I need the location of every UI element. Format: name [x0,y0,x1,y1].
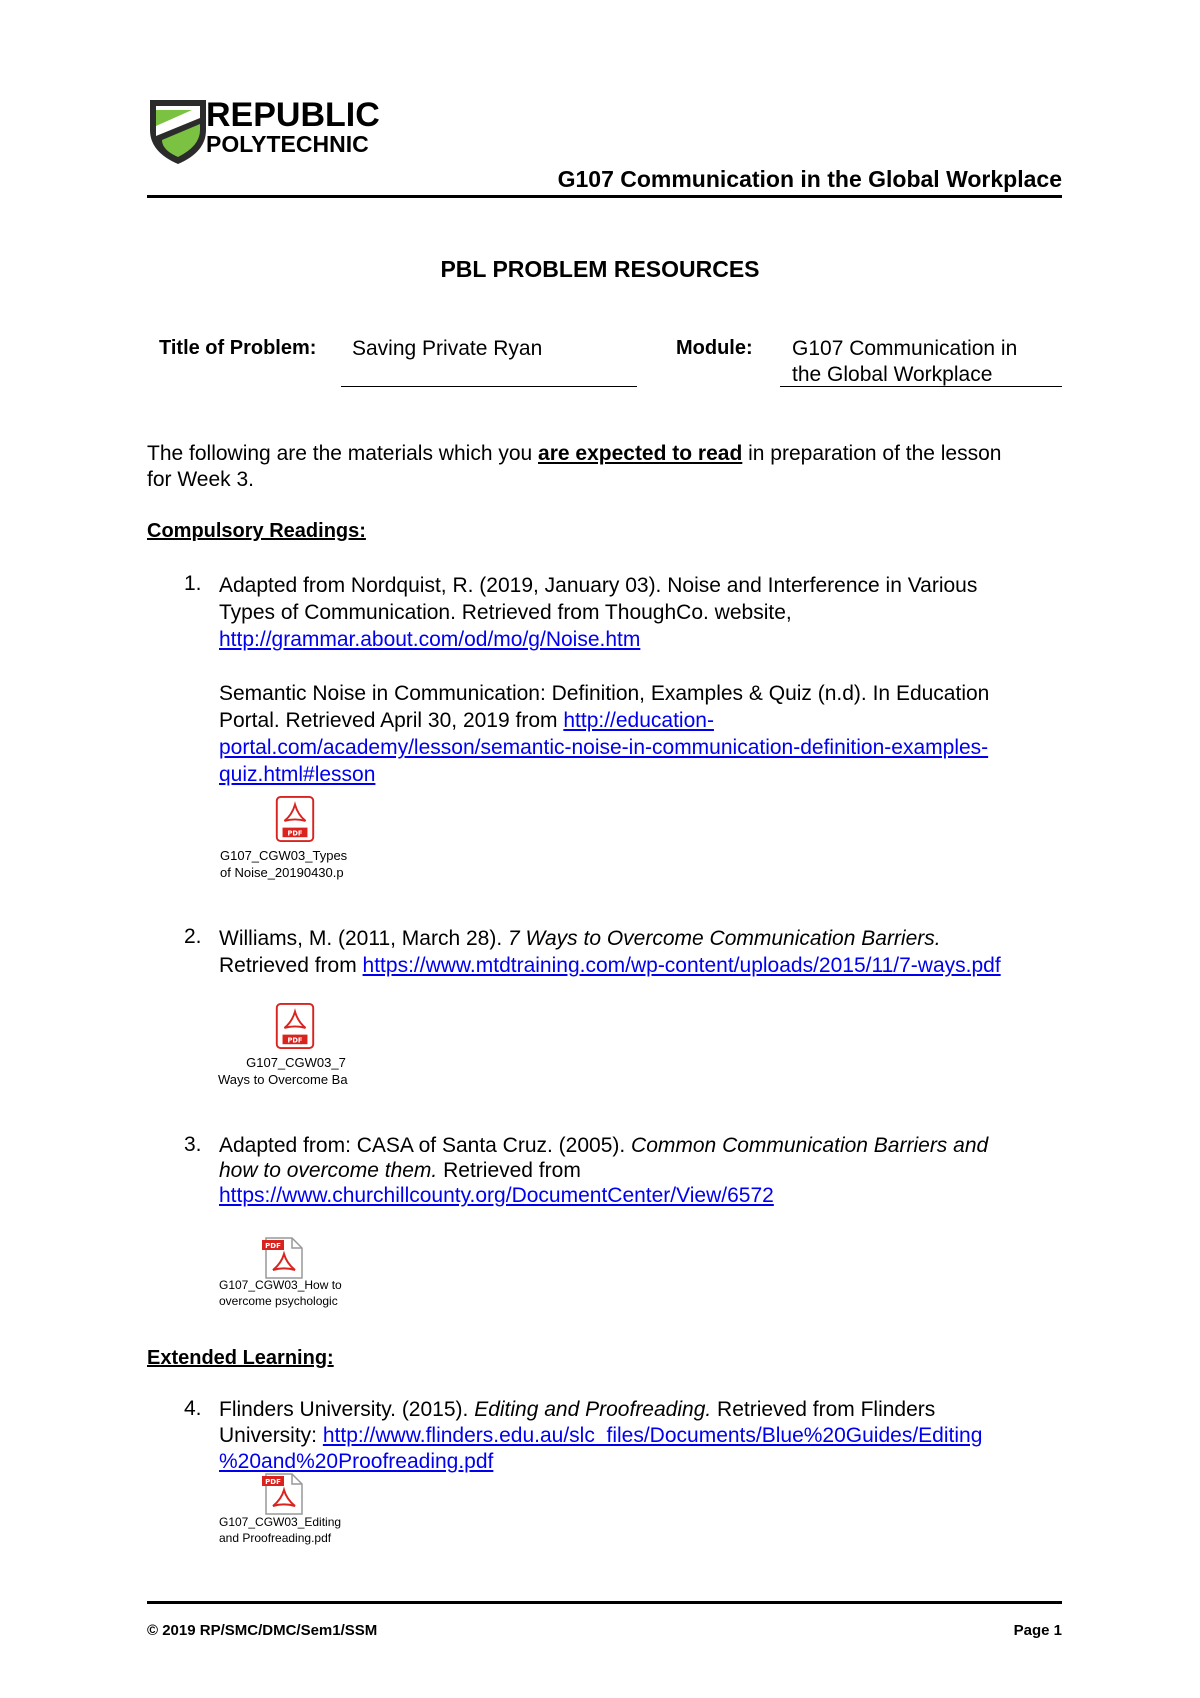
intro-line1 [147,441,1067,467]
footer-copyright: © 2019 RP/SMC/DMC/Sem1/SSM [147,1622,378,1639]
item-4-attachment-line1: G107_CGW03_Editing [219,1515,342,1529]
header-divider [147,195,1062,198]
footer-divider [147,1601,1062,1604]
item-1-line2: Types of Communication. Retrieved from ThoughCo. website, [219,601,792,624]
item-4-link-b[interactable]: %20and%20Proofreading.pdf [219,1450,494,1473]
svg-text:PDF: PDF [265,1242,281,1250]
item-3-title-b: how to overcome them. [219,1159,438,1182]
svg-text:PDF: PDF [287,1036,303,1045]
item-4-attachment-line2: and Proofreading.pdf [219,1531,332,1545]
item-2-number: 2. [184,925,202,948]
item-1-attachment-line1: G107_CGW03_Types [220,848,348,863]
footer-page-number: Page 1 [1013,1622,1062,1639]
item-1-p2-link-a[interactable]: http://education- [563,709,714,732]
item-2-title: 7 Ways to Overcome Communication Barriers. [508,927,941,950]
item-3-link[interactable]: https://www.churchillcounty.org/DocumentCenter/View/6572 [219,1184,774,1207]
item-1-p2-link-b[interactable]: portal.com/academy/lesson/semantic-noise-in-communication-definition-examples- [219,736,989,759]
item-2-text [219,925,1049,979]
svg-text:PDF: PDF [287,829,303,838]
item-3-attachment-caption [219,1277,351,1309]
item-4-title: Editing and Proofreading. [474,1398,712,1421]
item-2-attachment-line2: Ways to Overcome Ba [218,1072,348,1087]
item-3-number: 3. [184,1133,202,1156]
intro-after: in preparation of the lesson [742,442,1002,465]
item-2-attachment-line1: G107_CGW03_7 [246,1055,346,1070]
item-1-number: 1. [184,572,202,595]
extended-learning-heading: Extended Learning: [147,1347,334,1369]
item-4-text [219,1397,1049,1475]
item-1-attachment-line2: of Noise_20190430.p [220,865,344,880]
item-3-line2: Retrieved from [437,1159,581,1182]
item-1-attachment-caption [220,847,372,881]
item-1-p2-line2: Portal. Retrieved April 30, 2019 from [219,709,564,732]
intro-paragraph [147,441,1067,493]
item-2-line2: Retrieved from [219,954,363,977]
item-1-text [219,572,1049,788]
shield-logo-icon [148,96,210,166]
intro-before: The following are the materials which you [147,442,539,465]
item-4-line1-after: Retrieved from Flinders [711,1398,936,1421]
item-1-p2-link-c[interactable]: quiz.html#lesson [219,763,376,786]
item-1-p2-line1: Semantic Noise in Communication: Definition, Examples & Quiz (n.d). In Education [219,682,990,705]
module-value-line1: G107 Communication in [792,337,1018,360]
module-value [792,336,1017,388]
module-underline [780,386,1062,387]
document-title: PBL PROBLEM RESOURCES [440,256,760,282]
item-1-line1: Adapted from Nordquist, R. (2019, January 03). Noise and Interference in Various [219,574,978,597]
item-3-text [219,1133,1049,1208]
item-4-number: 4. [184,1397,202,1420]
title-underline [341,386,637,387]
logo-wordmark [206,98,380,156]
item-1-link[interactable]: http://grammar.about.com/od/mo/g/Noise.htm [219,628,641,651]
item-3-attachment-line1: G107_CGW03_How to [219,1278,342,1292]
item-4-attachment-caption [219,1514,359,1546]
item-3-line1: Adapted from: CASA of Santa Cruz. (2005). [219,1134,632,1157]
title-of-problem-label: Title of Problem: [159,337,317,359]
item-4-line2: University: [219,1424,323,1447]
item-2-attachment-caption [218,1054,374,1088]
item-2-link[interactable]: https://www.mtdtraining.com/wp-content/uploads/2015/11/7-ways.pdf [362,954,1001,977]
logo-line-republic: REPUBLIC [206,96,380,134]
pdf-file-icon [275,796,315,842]
intro-line2: for Week 3. [147,468,254,491]
header-module-title: G107 Communication in the Global Workplace [557,166,1062,192]
item-4-line1: Flinders University. (2015). [219,1398,475,1421]
item-1-pdf-attachment[interactable] [275,796,315,847]
item-4-link-a[interactable]: http://www.flinders.edu.au/slc_files/Documents/Blue%20Guides/Editing [322,1424,983,1447]
title-of-problem-value: Saving Private Ryan [352,337,543,360]
item-3-attachment-line2: overcome psychologic [219,1294,338,1308]
module-value-line2: the Global Workplace [792,363,993,386]
module-label: Module: [676,337,753,359]
intro-emphasis: are expected to read [538,442,743,465]
svg-text:PDF: PDF [265,1478,281,1486]
pdf-file-icon [275,1003,315,1049]
item-2-pdf-attachment[interactable] [275,1003,315,1054]
compulsory-readings-heading: Compulsory Readings: [147,520,366,542]
pdf-file-icon [262,1236,304,1280]
pdf-file-icon [262,1472,304,1516]
item-3-title-a: Common Communication Barriers and [631,1134,989,1157]
logo-line-polytechnic: POLYTECHNIC [206,131,369,157]
item-2-line1: Williams, M. (2011, March 28). [219,927,509,950]
